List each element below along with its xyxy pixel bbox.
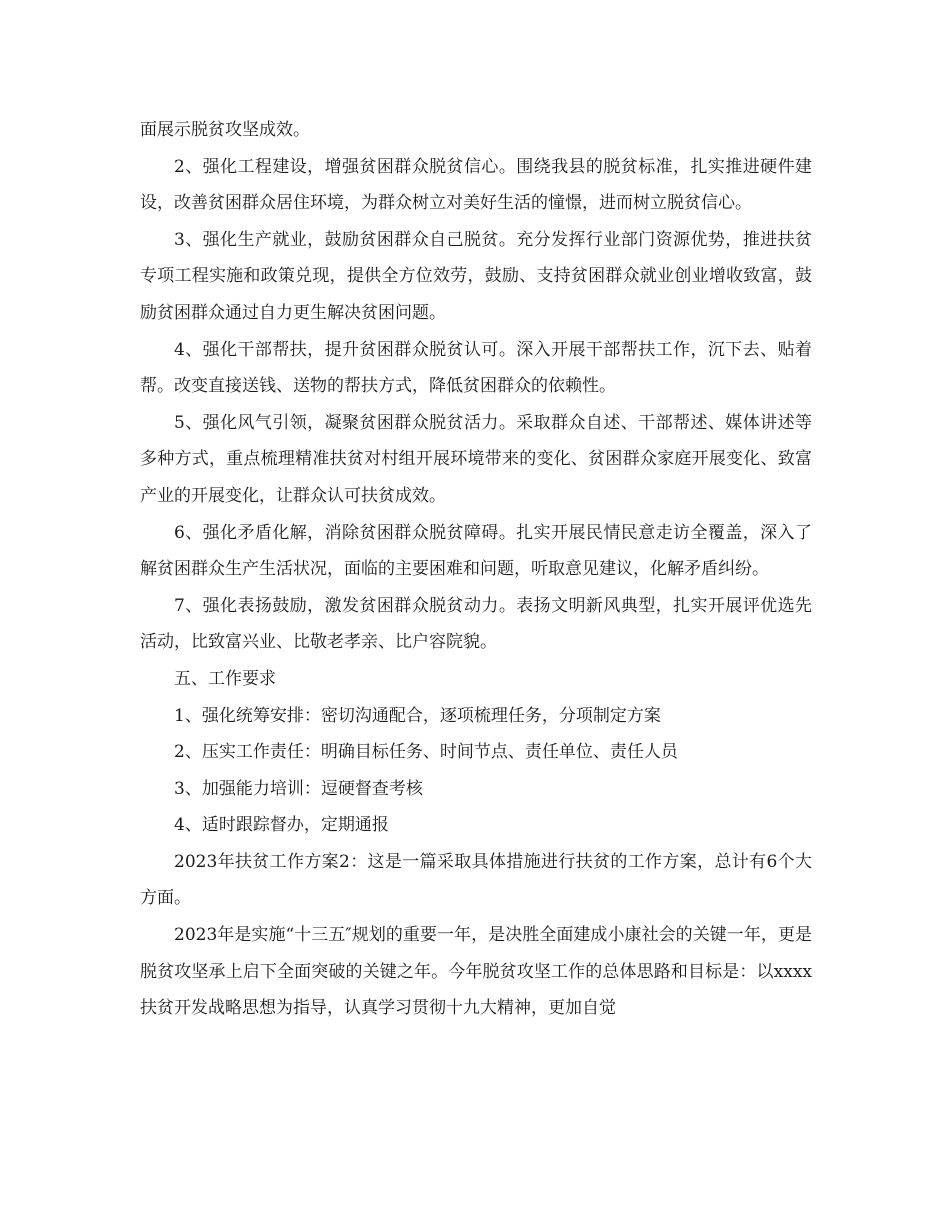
section-heading-work-requirements: 五、工作要求: [174, 668, 276, 689]
paragraph-6: 6、强化矛盾化解，消除贫困群众脱贫障碍。扎实开展民情民意走访全覆盖，深入了解贫困群众生产生活状况，面临的主要困难和问题，听取意见建议，化解矛盾纠纷。: [140, 522, 812, 580]
requirement-item-3: 3、加强能力培训：逗硬督查考核: [174, 778, 423, 799]
requirement-item-2: 2、压实工作责任：明确目标任务、时间节点、责任单位、责任人员: [174, 742, 678, 763]
paragraph-4: 4、强化干部帮扶，提升贫困群众脱贫认可。深入开展干部帮扶工作，沉下去、贴着帮。改变直接送钱、送物的帮扶方式，降低贫困群众的依赖性。: [140, 339, 812, 397]
paragraph-1: 面展示脱贫攻坚成效。: [140, 120, 310, 140]
plan-2-intro: 2023年扶贫工作方案2：这是一篇采取具体措施进行扶贫的工作方案，总计有6个大方面。: [140, 851, 812, 909]
requirement-item-1: 1、强化统筹安排：密切沟通配合，逐项梳理任务，分项制定方案: [174, 705, 661, 726]
paragraph-7: 7、强化表扬鼓励，激发贫困群众脱贫动力。表扬文明新风典型，扎实开展评优选先活动，比致富兴业、比敬老孝亲、比户容院貌。: [140, 595, 812, 653]
document-body: [140, 112, 812, 1027]
plan-2-paragraph-1: 2023年是实施“十三五″规划的重要一年，是决胜全面建成小康社会的关键一年，更是脱贫攻坚承上启下全面突破的关键之年。今年脱贫攻坚工作的总体思路和目标是：以xxxx扶贫开发战略思想为指导，认真学习贯彻十九大精神，更加自觉: [140, 925, 812, 1019]
paragraph-3: 3、强化生产就业，鼓励贫困群众自己脱贫。充分发挥行业部门资源优势，推进扶贫专项工程实施和政策兑现，提供全方位效劳，鼓励、支持贫困群众就业创业增收致富，鼓励贫困群众通过自力更生解决贫困问题。: [140, 229, 812, 323]
paragraph-5: 5、强化风气引领，凝聚贫困群众脱贫活力。采取群众自述、干部帮述、媒体讲述等多种方式，重点梳理精准扶贫对村组开展环境带来的变化、贫困群众家庭开展变化、致富产业的开展变化，让群众认可扶贫成效。: [140, 412, 812, 506]
paragraph-2: 2、强化工程建设，增强贫困群众脱贫信心。围绕我县的脱贫标准，扎实推进硬件建设，改善贫困群众居住环境，为群众树立对美好生活的憧憬，进而树立脱贫信心。: [140, 156, 812, 214]
requirement-item-4: 4、适时跟踪督办，定期通报: [174, 815, 389, 836]
